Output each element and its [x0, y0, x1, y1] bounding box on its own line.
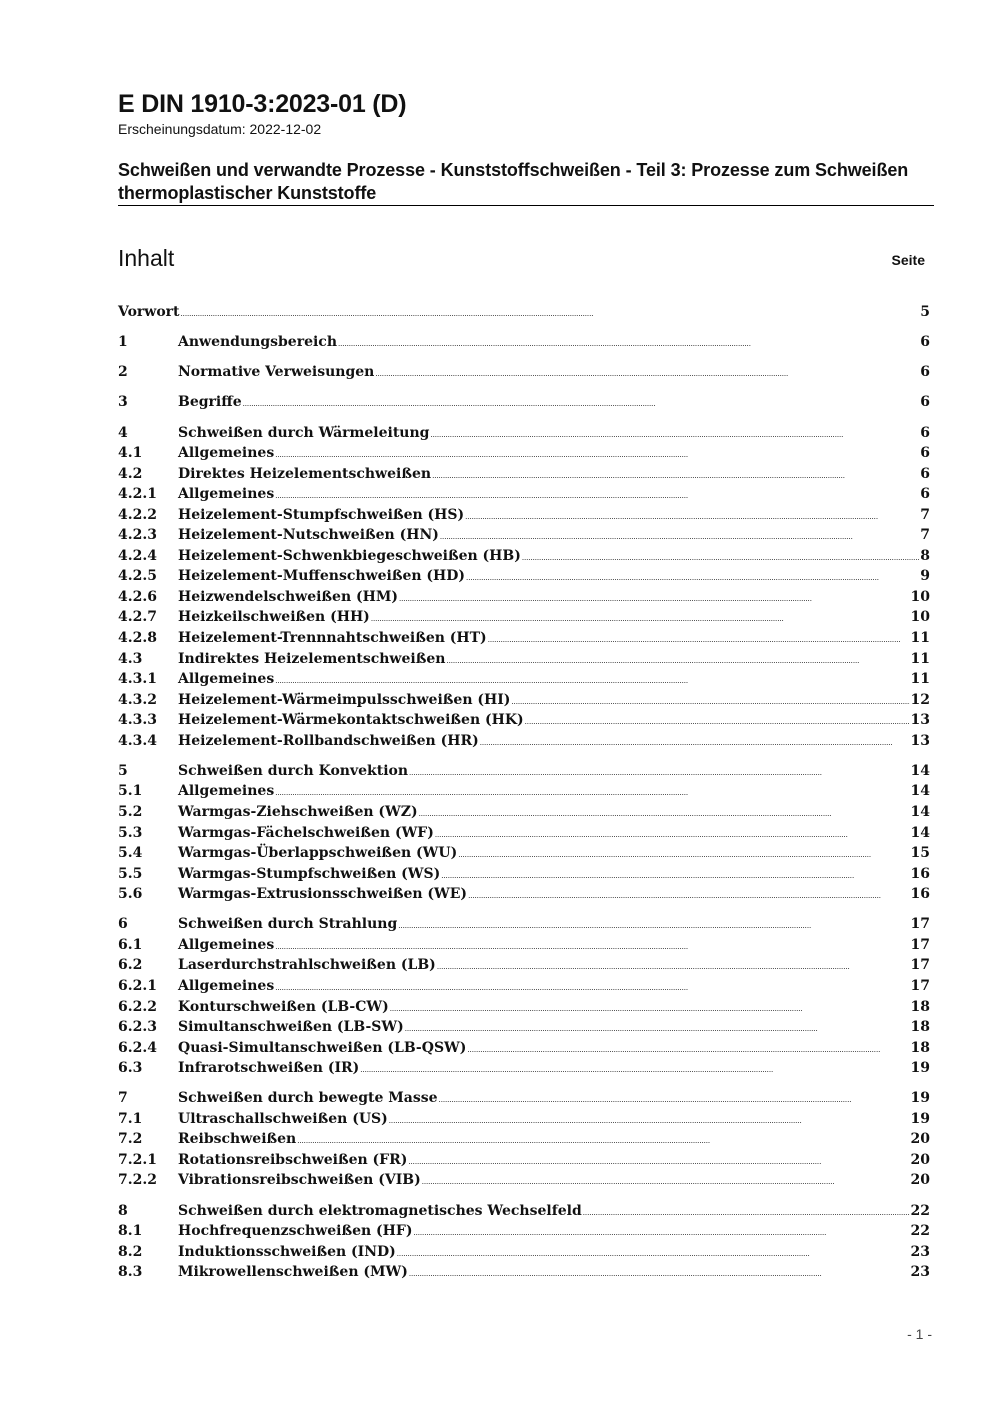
toc-entry-page: 22: [910, 1223, 930, 1240]
toc-entry[interactable]: [118, 332, 930, 353]
toc-entry-line: [178, 669, 930, 692]
toc-entry-title: Vibrationsreibschweißen (VIB): [178, 1172, 421, 1189]
toc-entry-number: 4.2.2: [118, 506, 157, 523]
toc-entry-number: 1: [118, 334, 128, 351]
toc-entry-title: Schweißen durch Konvektion: [178, 762, 409, 779]
toc-entry[interactable]: [118, 525, 930, 546]
toc-entry-line: [178, 997, 930, 1020]
toc-entry-page: 15: [910, 845, 930, 862]
toc-entry-title: Warmgas-Überlappschweißen (WU): [178, 845, 458, 862]
toc-entry-page: 14: [910, 783, 930, 800]
toc-entry-page: 8: [920, 547, 930, 564]
toc-entry-page: 11: [910, 630, 930, 647]
toc-entry-line: [178, 823, 930, 846]
toc-entry-number: 4.3.4: [118, 732, 157, 749]
toc-entry-page: 23: [910, 1264, 930, 1281]
toc-entry-line: [178, 628, 930, 651]
toc-entry-number: 6.2.2: [118, 998, 157, 1015]
toc-entry-line: [178, 1242, 930, 1265]
toc-dot-leader: [440, 525, 919, 548]
toc-entry-page: 17: [910, 916, 930, 933]
toc-entry[interactable]: [118, 443, 930, 464]
toc-dot-leader: [275, 976, 909, 999]
toc-entry-title: Schweißen durch elektromagnetisches Wechselfeld: [178, 1202, 582, 1219]
page-number: - 1 -: [907, 1326, 932, 1342]
toc-entry-title: Allgemeines: [178, 486, 275, 503]
toc-entry-page: 17: [910, 936, 930, 953]
toc-dot-leader: [408, 1150, 909, 1173]
toc-entry[interactable]: [118, 976, 930, 997]
toc-entry-page: 14: [910, 762, 930, 779]
toc-entry-number: 8.3: [118, 1264, 143, 1281]
toc-dot-leader: [441, 864, 909, 887]
toc-entry-number: 7: [118, 1090, 128, 1107]
toc-entry[interactable]: [118, 1201, 930, 1222]
toc-entry-line: [178, 690, 930, 713]
toc-entry-title: Heizkeilschweißen (HH): [178, 609, 370, 626]
document-id: E DIN 1910-3:2023-01 (D): [118, 90, 407, 118]
toc-heading: Inhalt: [118, 245, 175, 271]
toc-entry[interactable]: [118, 997, 930, 1018]
toc-entry-line: [178, 710, 930, 733]
toc-entry-title: Laserdurchstrahlschweißen (LB): [178, 957, 436, 974]
toc-dot-leader: [432, 464, 919, 487]
toc-entry-number: 8.2: [118, 1243, 143, 1260]
toc-entry-number: 4.2.5: [118, 568, 157, 585]
toc-entry-line: [178, 362, 930, 385]
toc-entry[interactable]: [118, 710, 930, 731]
toc-entry[interactable]: [118, 392, 930, 413]
toc-entry-page: 18: [910, 1019, 930, 1036]
toc-entry-title: Heizwendelschweißen (HM): [178, 588, 398, 605]
toc-entry-page: 6: [920, 445, 930, 462]
toc-entry-number: 6.2.3: [118, 1019, 157, 1036]
toc-entry-title: Ultraschallschweißen (US): [178, 1110, 388, 1127]
toc-entry[interactable]: [118, 781, 930, 802]
toc-entry-page: 16: [910, 886, 930, 903]
toc-dot-leader: [480, 731, 910, 754]
toc-entry-number: 6.1: [118, 936, 143, 953]
toc-entry-line: [178, 731, 930, 754]
toc-entry-line: [178, 935, 930, 958]
toc-entry-page: 10: [910, 609, 930, 626]
toc-entry-title: Allgemeines: [178, 936, 275, 953]
toc-entry-line: [178, 587, 930, 610]
toc-entry[interactable]: [118, 1088, 930, 1109]
toc-entry-line: [178, 423, 930, 446]
toc-entry-page: 7: [920, 506, 930, 523]
toc-entry[interactable]: [118, 1170, 930, 1191]
toc-entry-number: 4.2.3: [118, 527, 157, 544]
toc-entry-title: Konturschweißen (LB-CW): [178, 998, 389, 1015]
toc-entry-number: 6.3: [118, 1060, 143, 1077]
toc-entry-page: 18: [910, 998, 930, 1015]
toc-entry-line: [178, 761, 930, 784]
toc-entry-title: Allgemeines: [178, 445, 275, 462]
toc-entry[interactable]: [118, 823, 930, 844]
toc-entry-line: [178, 1150, 930, 1173]
toc-entry-line: [178, 864, 930, 887]
toc-entry[interactable]: [118, 690, 930, 711]
toc-entry-title: Heizelement-Stumpfschweißen (HS): [178, 506, 465, 523]
toc-entry-number: 6: [118, 916, 128, 933]
toc-entry-line: [178, 332, 930, 355]
toc-entry-page: 19: [910, 1060, 930, 1077]
toc-entry-line: [178, 1109, 930, 1132]
toc-entry-page: 11: [910, 650, 930, 667]
toc-entry[interactable]: [118, 935, 930, 956]
toc-entry-page: 18: [910, 1039, 930, 1056]
toc-entry-line: [178, 976, 930, 999]
toc-entry-number: 4.2.8: [118, 630, 157, 647]
toc-dot-leader: [405, 1017, 910, 1040]
toc-entry[interactable]: [118, 864, 930, 885]
toc-entry-title: Hochfrequenzschweißen (HF): [178, 1223, 413, 1240]
toc-dot-leader: [583, 1201, 910, 1224]
toc-entry[interactable]: [118, 1129, 930, 1150]
toc-entry[interactable]: [118, 628, 930, 649]
toc-entry-title: Schweißen durch bewegte Masse: [178, 1090, 438, 1107]
toc-entry-title: Heizelement-Nutschweißen (HN): [178, 527, 439, 544]
toc-dot-leader: [297, 1129, 909, 1152]
toc-entry-page: 6: [920, 424, 930, 441]
toc-dot-leader: [338, 332, 919, 355]
toc-entry-line: [178, 1017, 930, 1040]
toc-dot-leader: [390, 997, 910, 1020]
toc-entry-page: 23: [910, 1243, 930, 1260]
toc-entry-number: 7.2.2: [118, 1172, 157, 1189]
toc-entry[interactable]: [118, 649, 930, 670]
toc-entry-page: 9: [920, 568, 930, 585]
toc-dot-leader: [458, 843, 909, 866]
toc-dot-leader: [525, 710, 910, 733]
toc-dot-leader: [511, 690, 909, 713]
toc-entry-title: Indirektes Heizelementschweißen: [178, 650, 446, 667]
toc-entry-title: Direktes Heizelementschweißen: [178, 465, 432, 482]
toc-entry[interactable]: [118, 423, 930, 444]
document-title: Schweißen und verwandte Prozesse - Kunststoffschweißen - Teil 3: Prozesse zum Schweißen thermoplastischer Kunststoffe: [118, 160, 909, 203]
toc-dot-leader: [397, 1242, 910, 1265]
toc-entry-page: 5: [920, 304, 930, 320]
toc-entry-line: [178, 1262, 930, 1285]
toc-entry-number: 5.3: [118, 824, 143, 841]
toc-entry[interactable]: [118, 731, 930, 752]
toc-dot-leader: [409, 761, 909, 784]
toc-entry-number: 6.2.1: [118, 977, 157, 994]
toc-entry-line: [178, 955, 930, 978]
toc-entry[interactable]: [118, 1017, 930, 1038]
toc-entry-title: Normative Verweisungen: [178, 364, 375, 381]
toc-dot-leader: [467, 1038, 909, 1061]
toc-entry-number: 6.2.4: [118, 1039, 157, 1056]
toc-entry-number: 5.1: [118, 783, 143, 800]
toc-entry-page: 12: [910, 691, 930, 708]
toc-entry-page: 6: [920, 465, 930, 482]
toc-entry-page: 22: [910, 1202, 930, 1219]
toc-entry-title: Reibschweißen: [178, 1131, 297, 1148]
toc-entry[interactable]: [118, 1150, 930, 1171]
toc-entry-page: 14: [910, 804, 930, 820]
toc-entry-line: [178, 1221, 930, 1244]
toc-entry-number: 4.2.1: [118, 486, 157, 503]
toc-dot-leader: [399, 587, 910, 610]
toc-entry-title: Anwendungsbereich: [178, 334, 337, 351]
toc-entry-title: Schweißen durch Wärmeleitung: [178, 424, 430, 441]
toc-entry-page: 19: [910, 1090, 930, 1107]
toc-entry-line: [178, 566, 930, 589]
toc-entry[interactable]: [118, 302, 930, 323]
toc-entry-line: [178, 1201, 930, 1224]
toc-entry[interactable]: [118, 843, 930, 864]
toc-entry-line: [178, 649, 930, 672]
toc-entry-number: 5.6: [118, 886, 143, 903]
toc-dot-leader: [522, 546, 919, 569]
toc-entry-line: [178, 1170, 930, 1193]
toc-entry-title: Simultanschweißen (LB-SW): [178, 1019, 404, 1036]
toc-dot-leader: [243, 392, 920, 415]
toc-entry-line: [178, 1129, 930, 1152]
toc-entry-line: [178, 546, 930, 569]
toc-dot-leader: [275, 781, 909, 804]
toc-entry-number: 4.2: [118, 465, 143, 482]
toc-entry-number: 7.1: [118, 1110, 143, 1127]
toc-entry-title: Warmgas-Stumpfschweißen (WS): [178, 865, 441, 882]
toc-entry-line: [178, 607, 930, 630]
toc-dot-leader: [275, 484, 919, 507]
toc-entry-title: Induktionsschweißen (IND): [178, 1243, 396, 1260]
toc-entry-line: [178, 443, 930, 466]
toc-entry-page: 6: [920, 394, 930, 411]
toc-entry-line: [118, 302, 930, 325]
toc-dot-leader: [439, 1088, 910, 1111]
toc-dot-leader: [468, 884, 909, 907]
toc-entry-title: Quasi-Simultanschweißen (LB-QSW): [178, 1039, 467, 1056]
toc-entry[interactable]: [118, 505, 930, 526]
toc-entry[interactable]: [118, 484, 930, 505]
toc-entry-title: Heizelement-Muffenschweißen (HD): [178, 568, 466, 585]
toc-entry-page: 17: [910, 977, 930, 994]
toc-entry[interactable]: [118, 1221, 930, 1242]
toc-dot-leader: [275, 935, 909, 958]
toc-entry-page: 17: [910, 957, 930, 974]
toc-entry-line: [178, 1038, 930, 1061]
toc-entry-title: Heizelement-Wärmeimpulsschweißen (HI): [178, 691, 511, 708]
toc-entry[interactable]: [118, 566, 930, 587]
toc-entry-line: [178, 781, 930, 804]
toc-entry-page: 6: [920, 486, 930, 503]
toc-entry-line: [178, 392, 930, 415]
toc-entry-line: [178, 464, 930, 487]
toc-entry-number: 8: [118, 1202, 128, 1219]
toc-entry-number: 5: [118, 762, 128, 779]
toc-entry-page: 13: [910, 732, 930, 749]
toc-entry-page: 7: [920, 527, 930, 544]
toc-entry-number: 4: [118, 424, 128, 441]
toc-entry-page: 6: [920, 364, 930, 381]
toc-entry-page: 11: [910, 671, 930, 688]
toc-entry[interactable]: [118, 546, 930, 567]
toc-entry-number: 5.2: [118, 804, 143, 820]
toc-entry-line: [178, 914, 930, 937]
toc-entry[interactable]: [118, 1038, 930, 1059]
toc-entry-title: Infrarotschweißen (IR): [178, 1060, 360, 1077]
toc-entry-line: [178, 525, 930, 548]
toc-entry[interactable]: [118, 761, 930, 782]
toc-entry-number: 4.3.3: [118, 712, 157, 729]
toc-entry-title: Allgemeines: [178, 671, 275, 688]
table-of-contents: [118, 302, 930, 1283]
toc-dot-leader: [275, 669, 909, 692]
toc-dot-leader: [422, 1170, 910, 1193]
toc-dot-leader: [419, 802, 910, 825]
toc-entry-line: [178, 484, 930, 507]
toc-entry-title: Allgemeines: [178, 783, 275, 800]
toc-entry-title: Vorwort: [118, 304, 180, 320]
toc-dot-leader: [437, 955, 910, 978]
toc-dot-leader: [375, 362, 919, 385]
toc-entry-line: [178, 505, 930, 528]
toc-entry[interactable]: [118, 1109, 930, 1130]
toc-entry[interactable]: [118, 464, 930, 485]
toc-entry-line: [178, 843, 930, 866]
toc-dot-leader: [275, 443, 919, 466]
toc-entry[interactable]: [118, 802, 930, 823]
title-divider: [118, 205, 934, 206]
toc-entry-line: [178, 802, 930, 825]
toc-entry-number: 3: [118, 394, 128, 411]
toc-entry-number: 5.4: [118, 845, 143, 862]
toc-entry-number: 7.2.1: [118, 1151, 157, 1168]
toc-entry-title: Rotationsreibschweißen (FR): [178, 1151, 408, 1168]
toc-entry[interactable]: [118, 884, 930, 905]
toc-entry-number: 4.3.1: [118, 671, 157, 688]
toc-entry-number: 4.3.2: [118, 691, 157, 708]
toc-entry-title: Heizelement-Wärmekontaktschweißen (HK): [178, 712, 524, 729]
toc-entry-title: Allgemeines: [178, 977, 275, 994]
toc-entry-title: Warmgas-Extrusionsschweißen (WE): [178, 886, 468, 903]
toc-dot-leader: [409, 1262, 910, 1285]
toc-entry-line: [178, 1058, 930, 1081]
toc-entry-page: 20: [910, 1131, 930, 1148]
toc-entry-number: 4.2.7: [118, 609, 157, 626]
toc-entry-title: Warmgas-Ziehschweißen (WZ): [178, 804, 418, 820]
toc-page-column-label: Seite: [891, 252, 925, 268]
publication-date: Erscheinungsdatum: 2022-12-02: [118, 121, 322, 137]
toc-dot-leader: [389, 1109, 910, 1132]
toc-entry-title: Schweißen durch Strahlung: [178, 916, 398, 933]
toc-dot-leader: [430, 423, 919, 446]
toc-entry-number: 4.2.4: [118, 547, 157, 564]
toc-dot-leader: [360, 1058, 909, 1081]
toc-entry[interactable]: [118, 914, 930, 935]
toc-entry-page: 19: [910, 1110, 930, 1127]
toc-entry-title: Heizelement-Schwenkbiegeschweißen (HB): [178, 547, 521, 564]
toc-entry[interactable]: [118, 1242, 930, 1263]
toc-entry-title: Mikrowellenschweißen (MW): [178, 1264, 408, 1281]
toc-entry[interactable]: [118, 362, 930, 383]
toc-dot-leader: [371, 607, 910, 630]
toc-dot-leader: [488, 628, 910, 651]
toc-dot-leader: [435, 823, 910, 846]
toc-dot-leader: [465, 505, 919, 528]
toc-entry-number: 5.5: [118, 865, 143, 882]
toc-entry-number: 7.2: [118, 1131, 143, 1148]
toc-dot-leader: [181, 302, 920, 325]
toc-entry-page: 20: [910, 1172, 930, 1189]
toc-entry-title: Heizelement-Trennnahtschweißen (HT): [178, 630, 487, 647]
toc-entry-line: [178, 1088, 930, 1111]
toc-entry[interactable]: [118, 955, 930, 976]
toc-entry-number: 6.2: [118, 957, 143, 974]
toc-entry[interactable]: [118, 669, 930, 690]
toc-dot-leader: [398, 914, 909, 937]
toc-entry-number: 4.2.6: [118, 588, 157, 605]
toc-entry-number: 4.1: [118, 445, 143, 462]
toc-dot-leader: [446, 649, 909, 672]
toc-entry-page: 13: [910, 712, 930, 729]
toc-entry-page: 10: [910, 588, 930, 605]
toc-entry-page: 20: [910, 1151, 930, 1168]
toc-entry-page: 6: [920, 334, 930, 351]
toc-entry[interactable]: [118, 607, 930, 628]
toc-entry-title: Heizelement-Rollbandschweißen (HR): [178, 732, 479, 749]
toc-entry-line: [178, 884, 930, 907]
toc-dot-leader: [466, 566, 919, 589]
toc-entry-number: 2: [118, 364, 128, 381]
toc-dot-leader: [413, 1221, 909, 1244]
toc-entry-title: Begriffe: [178, 394, 242, 411]
toc-entry-title: Warmgas-Fächelschweißen (WF): [178, 824, 434, 841]
toc-entry-page: 14: [910, 824, 930, 841]
toc-entry-number: 4.3: [118, 650, 143, 667]
toc-entry-page: 16: [910, 865, 930, 882]
toc-entry[interactable]: [118, 587, 930, 608]
toc-entry-number: 8.1: [118, 1223, 143, 1240]
toc-entry[interactable]: [118, 1058, 930, 1079]
toc-entry[interactable]: [118, 1262, 930, 1283]
